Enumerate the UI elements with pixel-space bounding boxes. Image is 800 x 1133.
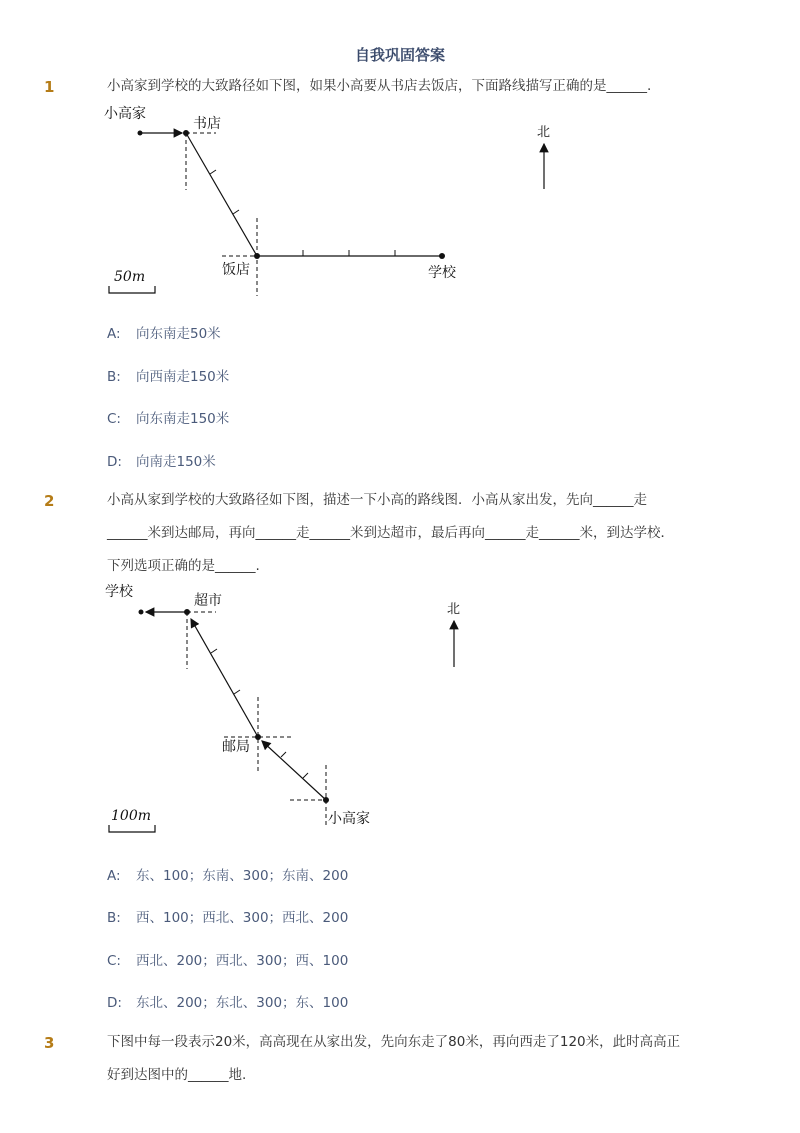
option-label: D: [107, 454, 122, 470]
option-1b[interactable] [107, 365, 229, 385]
option-2a[interactable] [107, 864, 348, 884]
option-1a[interactable] [107, 322, 221, 342]
path-post-supermarket [191, 619, 258, 737]
option-text: 东北、200；东北、300；东、100 [136, 995, 349, 1011]
option-text: 东、100；东南、300；东南、200 [136, 868, 349, 884]
question-2-line-1: 小高从家到学校的大致路径如下图，描述一下小高的路线图．小高从家出发，先向______走 [107, 492, 647, 508]
label-scale: 100m [111, 808, 151, 824]
tick [234, 690, 240, 694]
label-post-office: 邮局 [222, 739, 250, 755]
school-point [139, 610, 144, 615]
question-2-line-3: 下列选项正确的是______. [107, 558, 260, 574]
label-school: 学校 [428, 265, 456, 281]
option-label: B: [107, 910, 121, 926]
question-number-1: 1 [44, 78, 55, 96]
label-restaurant: 饭店 [222, 262, 250, 278]
school-point [439, 253, 445, 259]
tick [211, 649, 217, 653]
question-2-line-2: ______米到达邮局，再向______走______米到达超市，最后再向______走______米，到达学校． [107, 525, 674, 541]
label-home: 小高家 [328, 811, 370, 827]
label-north: 北 [447, 602, 461, 617]
route-diagram-2 [0, 575, 800, 845]
option-1d[interactable] [107, 450, 216, 470]
label-scale: 50m [114, 269, 146, 285]
option-2d[interactable] [107, 991, 348, 1011]
question-text-2 [107, 484, 727, 583]
question-text-3 [107, 1026, 727, 1092]
option-label: A: [107, 326, 121, 342]
path-bookstore-restaurant [186, 133, 257, 256]
label-bookstore: 书店 [193, 116, 221, 132]
question-3-line-1: 下图中每一段表示20米，高高现在从家出发，先向东走了80米，再向西走了120米，此时高高正 [107, 1034, 681, 1050]
tick [233, 210, 239, 214]
label-school: 学校 [105, 584, 133, 600]
question-number-3: 3 [44, 1034, 55, 1052]
option-label: A: [107, 868, 121, 884]
option-text: 向东南走150米 [136, 411, 230, 427]
scale-bar [109, 825, 155, 832]
label-north: 北 [537, 125, 551, 140]
tick [303, 773, 308, 778]
question-text-1: 小高家到学校的大致路径如下图，如果小高要从书店去饭店，下面路线描写正确的是______. [107, 78, 652, 94]
path-home-post [262, 741, 326, 800]
option-label: C: [107, 411, 121, 427]
option-text: 西、100；西北、300；西北、200 [136, 910, 349, 926]
label-home: 小高家 [104, 106, 146, 122]
tick [210, 170, 216, 174]
question-number-2: 2 [44, 492, 55, 510]
option-text: 向东南走50米 [136, 326, 221, 342]
question-3-line-2: 好到达图中的______地. [107, 1067, 247, 1083]
option-text: 向西南走150米 [136, 369, 230, 385]
option-2b[interactable] [107, 906, 348, 926]
route-diagram-1 [0, 100, 800, 310]
option-label: C: [107, 953, 121, 969]
label-supermarket: 超市 [194, 593, 222, 609]
page-title: 自我巩固答案 [354, 46, 445, 64]
option-text: 向南走150米 [136, 454, 216, 470]
option-2c[interactable] [107, 949, 348, 969]
option-label: D: [107, 995, 122, 1011]
option-text: 西北、200；西北、300；西、100 [136, 953, 349, 969]
scale-bar [109, 286, 155, 293]
option-label: B: [107, 369, 121, 385]
option-1c[interactable] [107, 407, 229, 427]
tick [281, 752, 286, 757]
